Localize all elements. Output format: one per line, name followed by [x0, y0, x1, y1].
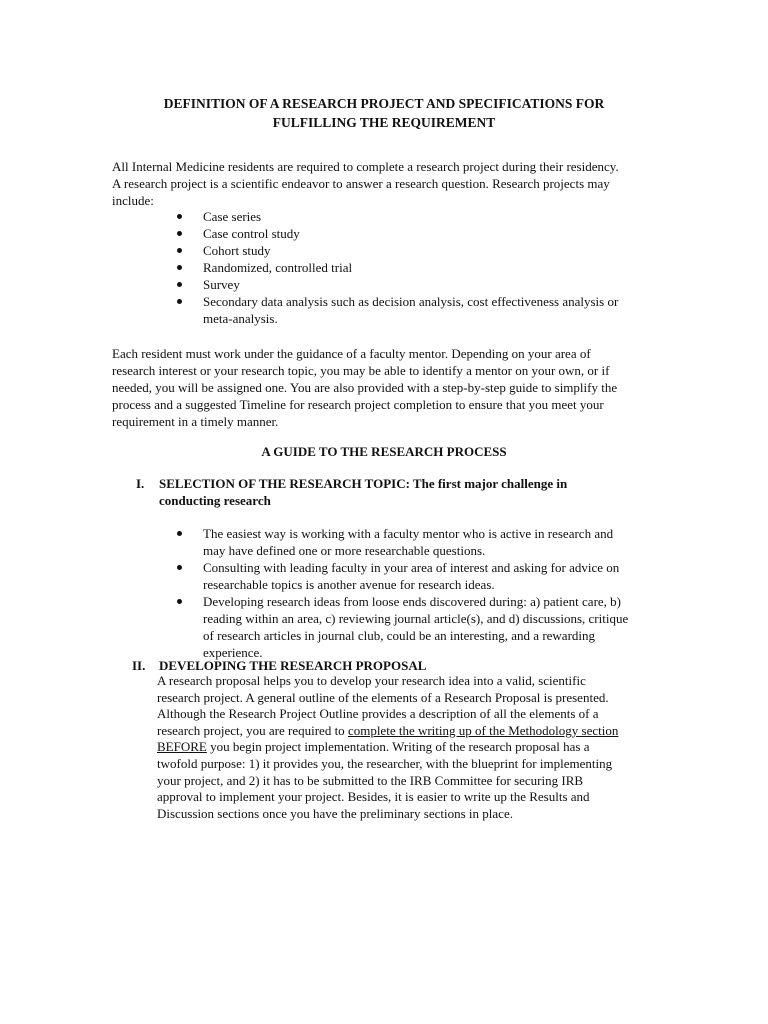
intro-line: include: [112, 193, 154, 208]
list-item-text: The easiest way is working with a faculty mentor who is active in research and [203, 526, 614, 541]
list-item-text: may have defined one or more researchable questions. [203, 543, 486, 558]
list-item [0, 208, 768, 225]
proposal-text: you begin project implementation. Writing of the research proposal has a [206, 739, 590, 755]
proposal-line: your project, and 2) it has to be submitted to the IRB Committee for securing IRB [157, 772, 584, 788]
section-2-number: II. [132, 658, 146, 673]
proposal-line: twofold purpose: 1) it provides you, the researcher, with the blueprint for implementing [157, 755, 613, 771]
intro-line: A research project is a scientific endeavor to answer a research question. Research projects may [112, 176, 610, 191]
section-1-number: I. [136, 476, 145, 491]
intro-paragraph [112, 158, 672, 209]
section-1-heading [0, 475, 768, 511]
bullet-icon [177, 214, 182, 219]
list-item-text: Developing research ideas from loose ends discovered during: a) patient care, b) [203, 594, 622, 609]
list-item-text: Secondary data analysis such as decision analysis, cost effectiveness analysis or [203, 294, 619, 309]
list-item-text: Consulting with leading faculty in your area of interest and asking for advice on [203, 560, 620, 575]
proposal-text: research project, you are required to [157, 722, 348, 738]
section-2-heading [0, 657, 768, 674]
bullet-icon [177, 248, 182, 253]
bullet-icon [177, 565, 182, 570]
list-item-text: of research articles in journal club, could be an interesting, and a rewarding [203, 628, 596, 643]
list-item-text: experience. [203, 645, 263, 660]
list-item-text: Randomized, controlled trial [203, 260, 353, 275]
bullet-icon [177, 299, 182, 304]
before-underlined: BEFORE [157, 739, 207, 755]
list-item [0, 525, 768, 559]
methodology-requirement-underlined: complete the writing up of the Methodology section [347, 722, 619, 738]
mentor-line: Each resident must work under the guidance of a faculty mentor. Depending on your area of [112, 346, 591, 361]
bullet-icon [177, 231, 182, 236]
proposal-line [157, 739, 657, 756]
document-title [100, 94, 668, 132]
bullet-icon [177, 531, 182, 536]
mentor-line: needed, you will be assigned one. You are also provided with a step-by-step guide to simplify the [112, 380, 618, 395]
list-item [0, 559, 768, 593]
project-types-list [0, 208, 768, 327]
list-item-text: Cohort study [203, 243, 271, 258]
section-1-heading-line-2: conducting research [159, 493, 271, 508]
list-item [0, 259, 768, 276]
list-item-text: Case control study [203, 226, 300, 241]
proposal-line: A research proposal helps you to develop your research idea into a valid, scientific [157, 673, 586, 688]
bullet-icon [177, 265, 182, 270]
list-item-text: meta-analysis. [203, 311, 278, 326]
proposal-line: approval to implement your project. Besides, it is easier to write up the Results and [157, 789, 590, 805]
list-item [0, 293, 768, 327]
list-item [0, 242, 768, 259]
section-1-list [0, 525, 768, 661]
mentor-line: research interest or your research topic, you may be able to identify a mentor on your own, or if [112, 363, 610, 378]
list-item [0, 276, 768, 293]
list-item-text: Survey [203, 277, 240, 292]
section-1-heading-line-1: SELECTION OF THE RESEARCH TOPIC: The first major challenge in [159, 476, 568, 491]
list-item-text: researchable topics is another avenue for research ideas. [203, 577, 495, 592]
list-item [0, 593, 768, 661]
proposal-paragraph [157, 673, 657, 822]
mentor-paragraph [112, 345, 672, 430]
title-line-1: DEFINITION OF A RESEARCH PROJECT AND SPECIFICATIONS FOR [163, 96, 605, 111]
title-line-2: FULFILLING THE REQUIREMENT [272, 115, 496, 130]
list-item [0, 225, 768, 242]
proposal-line: research project. A general outline of the elements of a Research Proposal is presented. [157, 689, 609, 705]
proposal-line: Although the Research Project Outline provides a description of all the elements of a [157, 706, 599, 722]
proposal-line: Discussion sections once you have the preliminary sections in place. [157, 805, 513, 821]
guide-title: A GUIDE TO THE RESEARCH PROCESS [261, 444, 507, 459]
intro-line: All Internal Medicine residents are required to complete a research project during their residency. [112, 159, 619, 174]
mentor-line: process and a suggested Timeline for research project completion to ensure that you meet your [112, 397, 604, 412]
proposal-line [157, 723, 657, 740]
bullet-icon [177, 599, 182, 604]
list-item-text: reading within an area, c) reviewing journal article(s), and d) discussions, critique [203, 611, 629, 626]
bullet-icon [177, 282, 182, 287]
section-2-heading-text: DEVELOPING THE RESEARCH PROPOSAL [159, 658, 427, 673]
mentor-line: requirement in a timely manner. [112, 414, 279, 429]
list-item-text: Case series [203, 209, 262, 224]
